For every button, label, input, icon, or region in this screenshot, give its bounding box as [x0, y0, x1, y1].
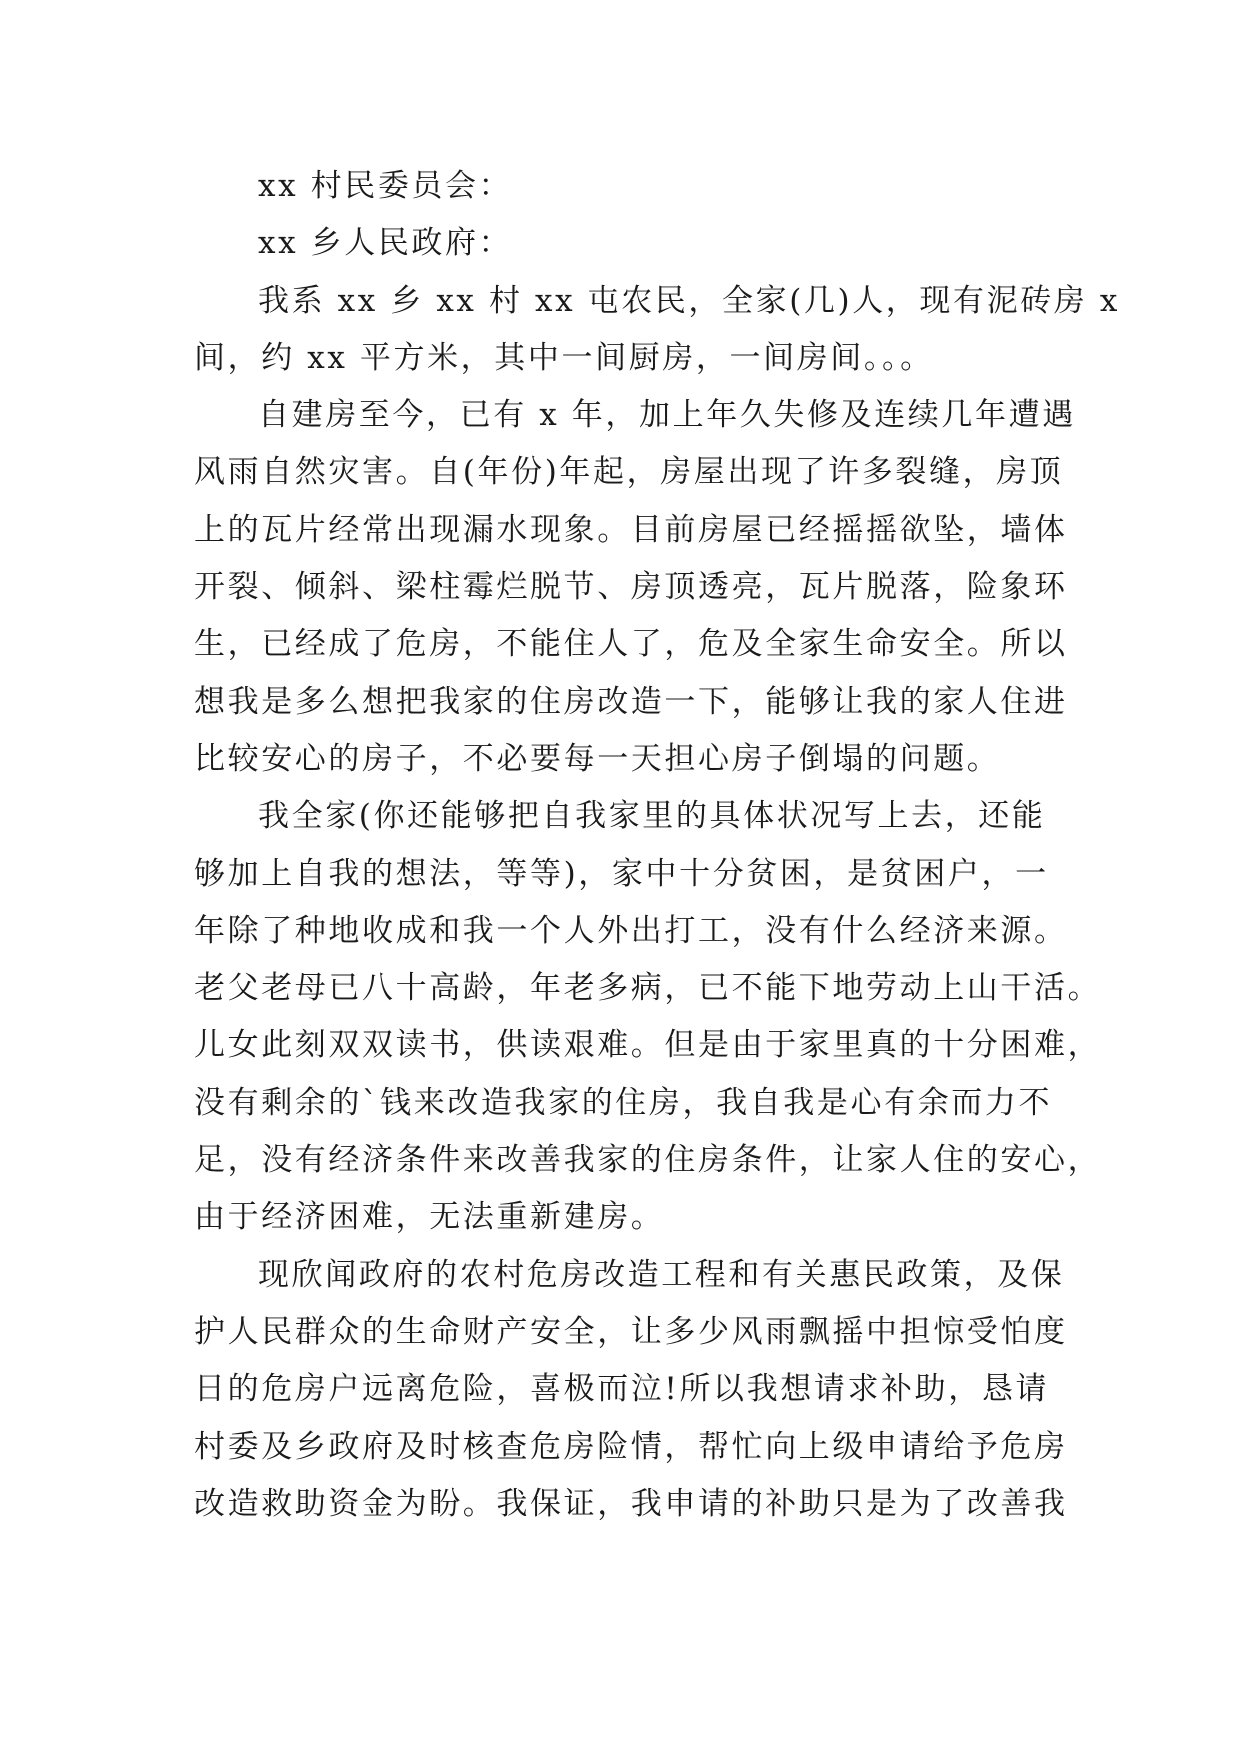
paragraph-line: 由于经济困难，无法重新建房。: [194, 1199, 665, 1236]
paragraph-line: 够加上自我的想法，等等)，家中十分贫困，是贫困户，一: [194, 855, 1049, 892]
paragraph-line: 改造救助资金为盼。我保证，我申请的补助只是为了改善我: [194, 1485, 1068, 1522]
paragraph-line: 护人民群众的生命财产安全，让多少风雨飘摇中担惊受怕度: [194, 1313, 1068, 1350]
paragraph-line: 现欣闻政府的农村危房改造工程和有关惠民政策，及保: [258, 1256, 1065, 1293]
paragraph-line: 自建房至今，已有 x 年，加上年久失修及连续几年遭遇: [258, 397, 1076, 434]
paragraph-line: 老父老母已八十高龄，年老多病，已不能下地劳动上山干活。: [194, 970, 1102, 1007]
paragraph-line: 想我是多么想把我家的住房改造一下，能够让我的家人住进: [194, 683, 1068, 720]
salutation-village-committee: xx 村民委员会：: [258, 168, 513, 204]
paragraph-line: 没有剩余的`钱来改造我家的住房，我自我是心有余而力不: [194, 1084, 1053, 1121]
paragraph-line: 日的危房户远离危险，喜极而泣!所以我想请求补助，恳请: [194, 1371, 1050, 1408]
letter-body: [194, 158, 1120, 1533]
paragraph-line: 上的瓦片经常出现漏水现象。目前房屋已经摇摇欲坠，墙体: [194, 511, 1068, 548]
paragraph-line: 年除了种地收成和我一个人外出打工，没有什么经济来源。: [194, 912, 1068, 949]
paragraph-line: 开裂、倾斜、梁柱霉烂脱节、房顶透亮，瓦片脱落，险象环: [194, 569, 1068, 606]
paragraph-line: 我全家(你还能够把自我家里的具体状况写上去，还能: [258, 798, 1046, 835]
paragraph-line: 风雨自然灾害。自(年份)年起，房屋出现了许多裂缝，房顶: [194, 454, 1064, 491]
paragraph-line: 足，没有经济条件来改善我家的住房条件，让家人住的安心，: [194, 1142, 1102, 1179]
paragraph-line: 比较安心的房子，不必要每一天担心房子倒塌的问题。: [194, 740, 1001, 777]
paragraph-line: 生，已经成了危房，不能住人了，危及全家生命安全。所以: [194, 626, 1068, 663]
paragraph-line: 我系 xx 乡 xx 村 xx 屯农民，全家(几)人，现有泥砖房 x: [258, 282, 1120, 319]
salutation-township-government: xx 乡人民政府：: [258, 225, 513, 262]
paragraph-line: 儿女此刻双双读书，供读艰难。但是由于家里真的十分困难，: [194, 1027, 1102, 1064]
paragraph-line: 村委及乡政府及时核查危房险情，帮忙向上级申请给予危房: [194, 1428, 1068, 1465]
paragraph-line: 间，约 xx 平方米，其中一间厨房，一间房间。。。: [194, 339, 934, 376]
